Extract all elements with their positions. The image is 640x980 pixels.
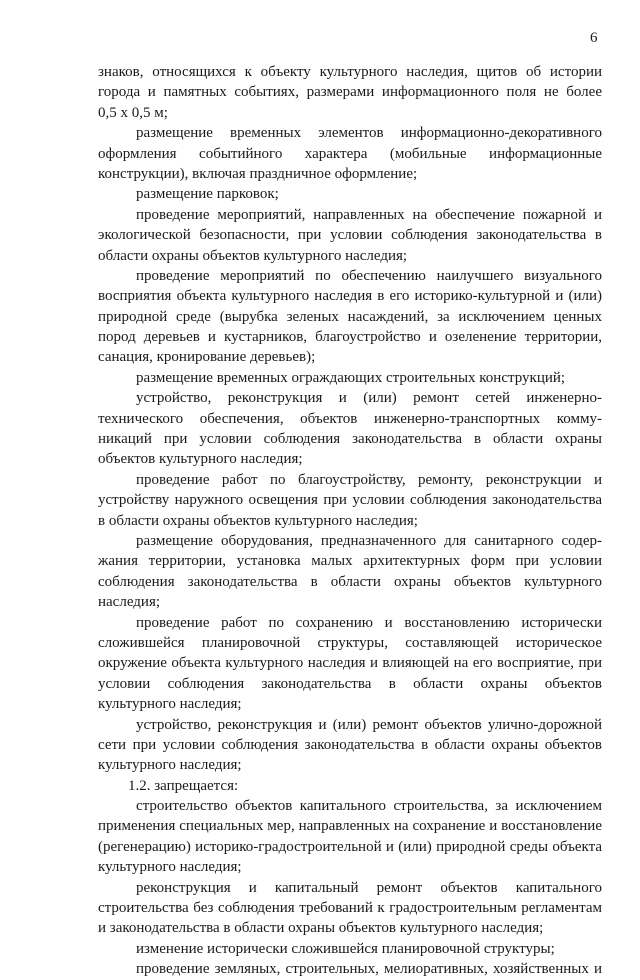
- text-line: культурного наследия;: [98, 696, 242, 713]
- text-line: наследия;: [98, 594, 161, 611]
- text-line: конструкции), включая праздничное оформление;: [98, 165, 418, 182]
- text-line: устройству наружного освещения при условии соблюдения законодательства: [98, 492, 602, 509]
- text-line: 1.2. запрещается:: [128, 777, 239, 794]
- text-line: объектов культурного наследия;: [98, 451, 303, 468]
- text-line: никаций при условии соблюдения законодательства в области охраны: [98, 431, 602, 448]
- text-line: оформления событийного характера (мобильные информационные: [98, 145, 602, 162]
- text-line: устройство, реконструкция и (или) ремонт сетей инженерно-: [136, 390, 602, 407]
- text-line: и законодательства в области охраны объектов культурного наследия;: [98, 920, 544, 937]
- text-line: технического обеспечения, объектов инженерно-транспортных комму-: [98, 410, 602, 427]
- text-line: природной среде (вырубка зеленых насаждений, за исключением ценных: [98, 308, 602, 325]
- text-line: окружение объекта культурного наследия и влияющей на его восприятие, при: [98, 655, 602, 672]
- text-line: соблюдения законодательства в области охраны объектов культурного: [98, 573, 602, 590]
- text-line: санация, кронирование деревьев);: [98, 349, 316, 366]
- text-line: сложившейся планировочной структуры, составляющей историческое: [98, 634, 602, 651]
- text-line: жания территории, установка малых архитектурных форм при условии: [98, 553, 602, 570]
- text-line: применения специальных мер, направленных на сохранение и восстановление: [98, 818, 602, 835]
- text-line: сети при условии соблюдения законодательства в области охраны объектов: [98, 736, 602, 753]
- document-body: [98, 62, 602, 980]
- text-line: города и памятных событиях, размерами информационного поля не более: [98, 84, 602, 101]
- page-number: 6: [590, 30, 598, 46]
- text-line: культурного наследия;: [98, 859, 242, 876]
- text-line: экологической безопасности, при условии соблюдения законодательства в: [98, 227, 602, 244]
- text-line: восприятия объекта культурного наследия в его историко-культурной и (или): [98, 288, 602, 305]
- text-line: проведение мероприятий по обеспечению наилучшего визуального: [136, 267, 602, 284]
- text-line: проведение работ по сохранению и восстановлению исторически: [136, 614, 602, 631]
- text-line: размещение временных ограждающих строительных конструкций;: [136, 369, 566, 386]
- text-line: строительство объектов капитального строительства, за исключением: [136, 798, 602, 815]
- text-line: условии соблюдения законодательства в области охраны объектов: [98, 675, 602, 692]
- text-line: размещение парковок;: [136, 186, 279, 203]
- text-line: пород деревьев и кустарников, благоустройство и озеленение территории,: [98, 329, 602, 346]
- text-line: проведение работ по благоустройству, ремонту, реконструкции и: [136, 471, 602, 488]
- text-line: реконструкция и капитальный ремонт объектов капитального: [136, 879, 602, 896]
- text-line: размещение оборудования, предназначенного для санитарного содер-: [136, 532, 602, 549]
- text-line: проведение земляных, строительных, мелиоративных, хозяйственных и: [136, 961, 602, 978]
- text-line: 0,5 х 0,5 м;: [98, 104, 168, 121]
- text-line: размещение временных элементов информационно-декоративного: [136, 125, 602, 142]
- text-line: в области охраны объектов культурного наследия;: [98, 512, 418, 529]
- text-line: области охраны объектов культурного наследия;: [98, 247, 408, 264]
- text-line: строительства без соблюдения требований к градостроительным регламентам: [98, 900, 602, 917]
- text-line: культурного наследия;: [98, 757, 242, 774]
- text-line: (регенерацию) историко-градостроительной и (или) природной среды объекта: [98, 838, 602, 855]
- text-line: знаков, относящихся к объекту культурного наследия, щитов об истории: [98, 64, 602, 80]
- text-line: изменение исторически сложившейся планировочной структуры;: [136, 940, 555, 957]
- text-line: устройство, реконструкция и (или) ремонт объектов улично-дорожной: [136, 716, 602, 733]
- text-line: проведение мероприятий, направленных на обеспечение пожарной и: [136, 206, 602, 223]
